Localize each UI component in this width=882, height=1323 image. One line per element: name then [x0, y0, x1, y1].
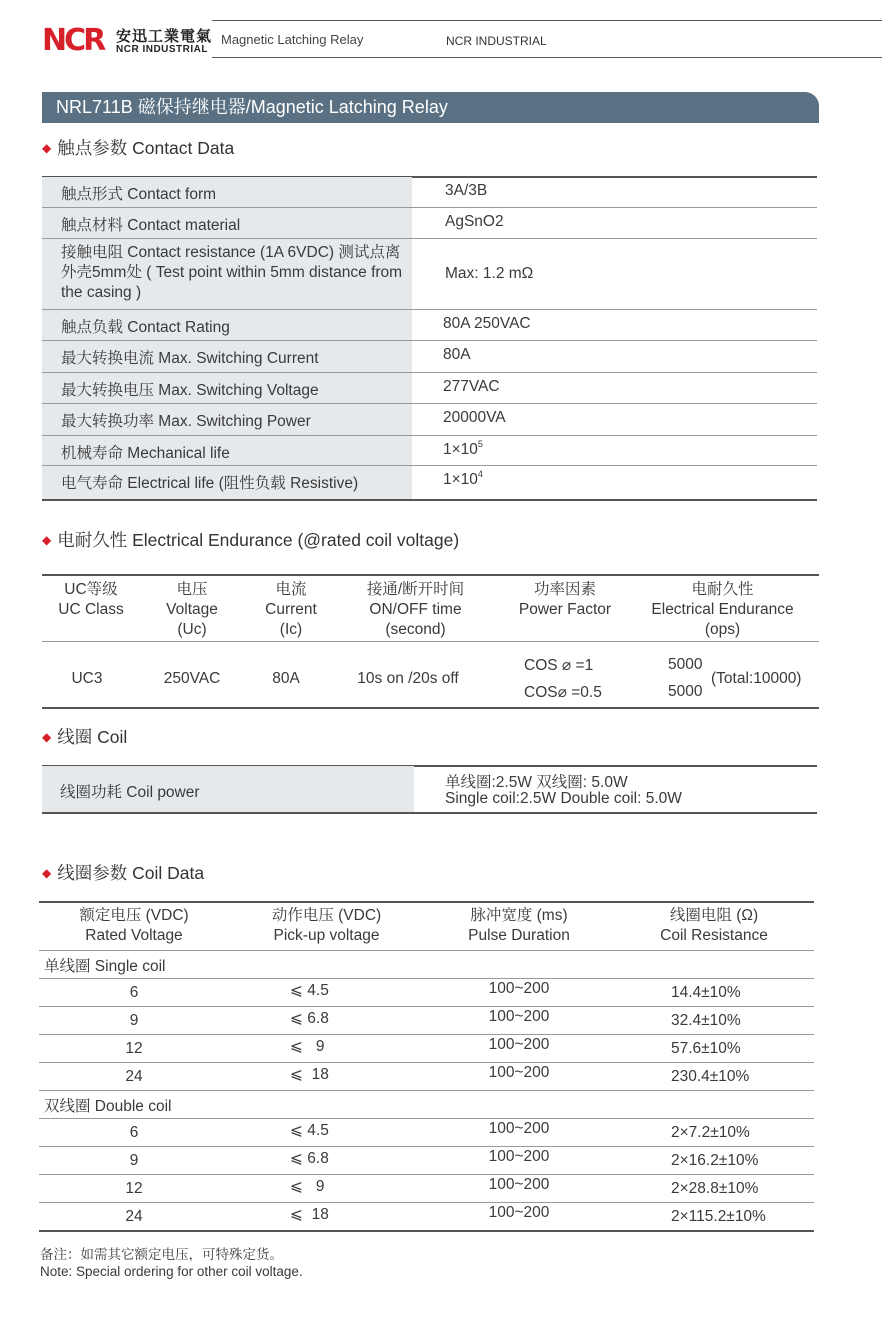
endurance-header-cell: Power Factor	[518, 601, 612, 618]
uc-class-value: UC3	[71, 670, 103, 687]
coil-data-heading-text: 线圈参数 Coil Data	[57, 863, 205, 883]
coil-data-cell: 100~200	[488, 1176, 550, 1193]
coil-data-heading	[42, 860, 204, 885]
coil-group-label: 单线圈 Single coil	[44, 958, 166, 975]
company-name-cn: 安迅工業電氣	[116, 28, 213, 45]
header-rule-bottom	[212, 57, 882, 58]
coil-data-header-cell: 动作电压 (VDC)	[271, 907, 382, 924]
endurance-header-cell: 接通/断开时间	[366, 581, 465, 598]
table-rule	[42, 574, 819, 576]
contact-value-text: AgSnO2	[445, 213, 504, 230]
coil-data-cell: 100~200	[488, 1036, 550, 1053]
ops-value-1: 5000	[668, 656, 703, 673]
contact-row-value	[445, 182, 487, 200]
coil-data-header-cell: 额定电压 (VDC)	[79, 907, 189, 924]
table-rule	[42, 812, 817, 814]
diamond-bullet-icon: ◆	[42, 141, 52, 155]
coil-data-cell: 14.4±10%	[671, 984, 741, 1001]
company-logo	[42, 23, 104, 58]
table-rule	[39, 950, 814, 951]
power-factor-2: COS⌀ =0.5	[524, 684, 602, 701]
endurance-header-cell: (Ic)	[279, 621, 303, 638]
coil-data-cell: ⩽ 9	[290, 1038, 325, 1055]
coil-data-header-cell: 线圈电阻 (Ω)	[669, 907, 759, 924]
endurance-header-cell: (Uc)	[177, 621, 207, 638]
coil-heading-text: 线圈 Coil	[57, 727, 128, 747]
coil-data-cell: 2×28.8±10%	[671, 1180, 759, 1197]
endurance-header-cell: 电流	[275, 581, 307, 598]
contact-value-text: 1×10	[443, 471, 478, 488]
coil-data-cell: 12	[125, 1180, 143, 1197]
contact-row-value	[443, 315, 531, 333]
ops-value-2: 5000	[668, 683, 703, 700]
table-rule	[42, 641, 819, 642]
coil-data-cell: ⩽ 18	[290, 1206, 329, 1223]
coil-data-cell: 100~200	[488, 1204, 550, 1221]
coil-data-cell: 230.4±10%	[671, 1068, 750, 1085]
diamond-bullet-icon: ◆	[42, 866, 52, 880]
coil-data-cell: ⩽ 18	[290, 1066, 329, 1083]
coil-data-cell: 24	[125, 1068, 143, 1085]
company-name-en: NCR INDUSTRIAL	[116, 44, 208, 55]
contact-row-value	[443, 409, 506, 427]
contact-value-text: 277VAC	[443, 378, 500, 395]
coil-power-en: Single coil:2.5W Double coil: 5.0W	[445, 790, 682, 807]
endurance-header-cell: 功率因素	[533, 581, 596, 598]
contact-row-label: 机械寿命 Mechanical life	[61, 445, 230, 462]
coil-data-cell: ⩽ 9	[290, 1178, 325, 1195]
product-title-bar: NRL711B 磁保持继电器/Magnetic Latching Relay	[42, 92, 819, 123]
coil-data-cell: ⩽ 6.8	[290, 1150, 329, 1167]
table-rule	[39, 1118, 814, 1119]
onoff-time-value: 10s on /20s off	[357, 670, 459, 687]
coil-data-cell: 32.4±10%	[671, 1012, 741, 1029]
table-rule	[39, 1034, 814, 1035]
header-rule-top	[212, 20, 882, 21]
coil-data-cell: 57.6±10%	[671, 1040, 741, 1057]
contact-row-label: 最大转换电流 Max. Switching Current	[61, 350, 319, 367]
endurance-header-cell: Current	[265, 601, 317, 618]
note-cn: 备注：如需其它额定电压，可特殊定货。	[40, 1247, 283, 1262]
endurance-header-cell: (ops)	[704, 621, 741, 638]
contact-row-label: 触点材料 Contact material	[61, 217, 241, 234]
coil-power-label: 线圈功耗 Coil power	[60, 784, 200, 801]
contact-row-label: 最大转换功率 Max. Switching Power	[61, 413, 311, 430]
current-value: 80A	[272, 670, 300, 687]
coil-data-cell: 100~200	[488, 1120, 550, 1137]
coil-data-cell: ⩽ 4.5	[290, 1122, 329, 1139]
contact-row-label: 电气寿命 Electrical life (阻性负载 Resistive)	[61, 475, 359, 492]
contact-row-label: 触点形式 Contact form	[61, 186, 217, 203]
contact-row-label: 触点负载 Contact Rating	[61, 319, 230, 336]
exponent: 4	[477, 469, 483, 479]
coil-data-header-cell: Rated Voltage	[85, 927, 183, 944]
table-rule	[39, 901, 814, 903]
logo-text: NCR	[42, 23, 104, 58]
contact-row-label: 最大转换电压 Max. Switching Voltage	[61, 382, 319, 399]
endurance-header-cell: 电耐久性	[691, 581, 754, 598]
diamond-bullet-icon: ◆	[42, 730, 52, 744]
contact-row-value	[445, 213, 504, 231]
coil-data-header-cell: Coil Resistance	[660, 927, 768, 944]
coil-power-cn: 单线圈:2.5W 双线圈: 5.0W	[445, 774, 628, 791]
endurance-header-cell: ON/OFF time	[369, 601, 462, 618]
contact-row-value	[445, 265, 533, 283]
table-rule	[42, 707, 819, 709]
endurance-header-cell: (second)	[385, 621, 446, 638]
coil-data-cell: ⩽ 4.5	[290, 982, 329, 999]
table-rule	[39, 978, 814, 979]
contact-value-text: 80A	[443, 346, 471, 363]
table-rule	[39, 1230, 814, 1232]
coil-data-header-cell: 脉冲宽度 (ms)	[470, 907, 568, 924]
header-brand: NCR INDUSTRIAL	[446, 34, 547, 48]
endurance-header-cell: UC Class	[58, 601, 124, 618]
coil-data-cell: ⩽ 6.8	[290, 1010, 329, 1027]
coil-heading	[42, 724, 127, 749]
table-rule	[39, 1202, 814, 1203]
diamond-bullet-icon: ◆	[42, 533, 52, 547]
contact-value-text: Max: 1.2 mΩ	[445, 265, 534, 282]
table-rule	[39, 1006, 814, 1007]
voltage-value: 250VAC	[163, 670, 221, 687]
contact-value-text: 3A/3B	[445, 182, 488, 199]
coil-data-cell: 24	[125, 1208, 143, 1225]
contact-heading-text: 触点参数 Contact Data	[57, 138, 235, 158]
coil-data-cell: 100~200	[488, 1148, 550, 1165]
contact-row-label: 接触电阻 Contact resistance (1A 6VDC) 测试点离外壳5mm处 ( Test point within 5mm distance from the casing )	[61, 244, 403, 301]
table-rule	[42, 499, 817, 501]
table-rule	[39, 1090, 814, 1091]
coil-data-cell: 2×16.2±10%	[671, 1152, 759, 1169]
endurance-heading-text: 电耐久性 Electrical Endurance (@rated coil voltage)	[57, 530, 460, 550]
coil-group-label: 双线圈 Double coil	[44, 1098, 172, 1115]
coil-data-cell: 100~200	[488, 1064, 550, 1081]
coil-data-cell: 9	[129, 1152, 139, 1169]
coil-data-header-cell: Pulse Duration	[468, 927, 570, 944]
table-rule	[39, 1062, 814, 1063]
coil-data-cell: 6	[129, 1124, 139, 1141]
contact-value-text: 1×10	[443, 441, 478, 458]
coil-data-cell: 100~200	[488, 1008, 550, 1025]
table-rule	[39, 1174, 814, 1175]
contact-row-value	[443, 378, 500, 396]
power-factor-1: COS ⌀ =1	[524, 657, 594, 674]
coil-data-cell: 12	[125, 1040, 143, 1057]
header-subtitle: Magnetic Latching Relay	[221, 32, 364, 47]
table-rule	[39, 1146, 814, 1147]
coil-data-header-cell: Pick-up voltage	[273, 927, 380, 944]
coil-data-cell: 9	[129, 1012, 139, 1029]
contact-row-value	[443, 471, 483, 489]
endurance-header-cell: UC等级	[64, 581, 118, 598]
exponent: 5	[477, 439, 483, 449]
coil-data-cell: 100~200	[488, 980, 550, 997]
coil-data-cell: 2×7.2±10%	[671, 1124, 750, 1141]
contact-heading	[42, 135, 234, 160]
contact-row-value	[443, 441, 483, 459]
endurance-header-cell: Voltage	[166, 601, 218, 618]
coil-data-cell: 2×115.2±10%	[671, 1208, 766, 1225]
coil-data-cell: 6	[129, 984, 139, 1001]
contact-value-text: 20000VA	[443, 409, 506, 426]
contact-row-value	[443, 346, 471, 364]
endurance-header-cell: Electrical Endurance	[651, 601, 794, 618]
contact-value-text: 80A 250VAC	[443, 315, 531, 332]
note-en: Note: Special ordering for other coil voltage.	[40, 1264, 303, 1279]
ops-total: (Total:10000)	[711, 670, 802, 687]
endurance-heading	[42, 527, 459, 552]
endurance-header-cell: 电压	[176, 581, 208, 598]
